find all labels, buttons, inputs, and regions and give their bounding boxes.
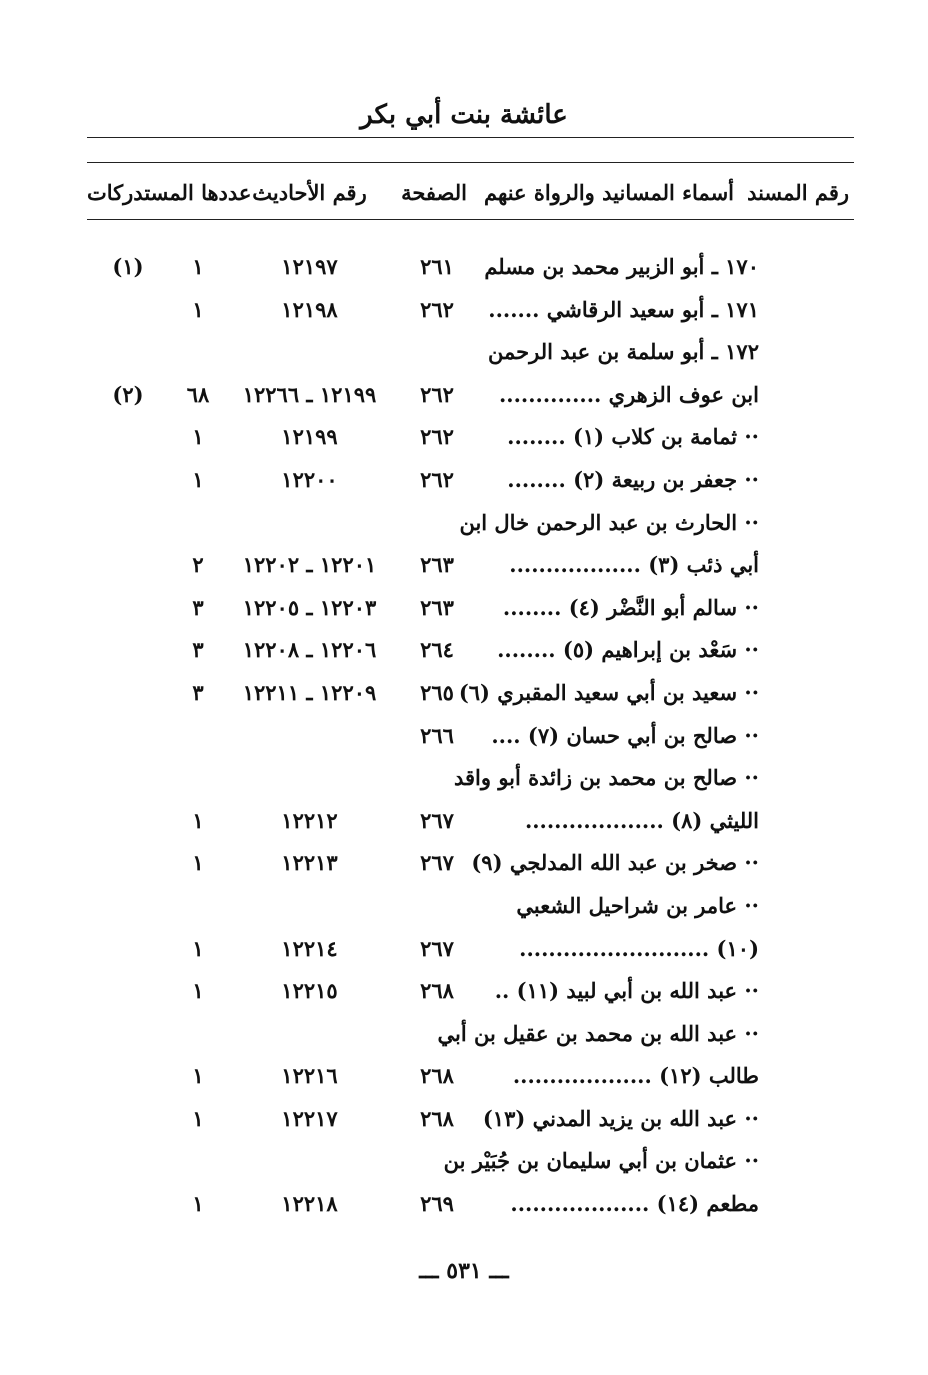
row-page: ٢٦٤	[420, 637, 454, 663]
row-hadith-numbers: ١٢١٩٧	[281, 254, 338, 279]
row-hadith-numbers: ١٢١٩٩	[281, 424, 338, 450]
row-page: ٢٦٧	[420, 850, 454, 876]
row-name: ·· عبد الله بن أبي لبيد (١١) ..	[494, 978, 759, 1004]
table-row	[87, 1021, 854, 1064]
header-count-mustadrak: عددها المستدركات	[87, 180, 252, 205]
row-page: ٢٦٥	[420, 679, 454, 705]
table-row	[87, 936, 854, 979]
row-page: ٢٦٣	[420, 552, 454, 578]
row-count: ١	[192, 424, 204, 450]
row-mustadrak: (١)	[112, 254, 144, 279]
row-name: ·· صالح بن أبي حسان (٧) ....	[491, 722, 759, 748]
row-name: ·· سَعْد بن إبراهيم (٥) ........	[497, 637, 759, 663]
row-hadith-numbers: ١٢١٩٨	[281, 296, 338, 322]
row-name: (١٠) ..........................	[519, 935, 759, 961]
row-hadith-numbers: ١٢٢١٢	[281, 807, 338, 833]
row-hadith-numbers: ١٢٢١٦	[281, 1063, 338, 1089]
table-row	[87, 978, 854, 1021]
row-name: مطعم (١٤) ...................	[510, 1191, 759, 1217]
header-hadith-numbers: رقم الأحاديث	[252, 180, 367, 205]
row-hadith-numbers: ١٢٢١٧	[281, 1105, 338, 1131]
row-hadith-numbers: ١٢٢٠١ ـ ١٢٢٠٢	[242, 552, 377, 578]
row-name: ·· الحارث بن عبد الرحمن خال ابن	[459, 509, 759, 535]
table-row	[87, 1148, 854, 1191]
row-name: أبي ذئب (٣) ..................	[509, 552, 759, 578]
row-page: ٢٦٨	[420, 1105, 454, 1131]
row-name: ·· سعيد بن أبي سعيد المقبري (٦)	[458, 679, 759, 705]
row-name: ١٧١ ـ أبو سعيد الرقاشي .......	[488, 296, 759, 322]
table-row	[87, 850, 854, 893]
row-name: ·· عبد الله بن يزيد المدني (١٣)	[482, 1105, 759, 1131]
page-number: ـــ ٥٣١ ـــ	[419, 1258, 509, 1284]
row-count: ٣	[192, 637, 204, 663]
table-row	[87, 1191, 854, 1234]
header-top-rule	[87, 162, 854, 163]
header-page: الصفحة	[401, 180, 467, 205]
table-row	[87, 680, 854, 723]
row-mustadrak: (٢)	[112, 381, 144, 407]
row-count: ١	[192, 935, 204, 961]
row-page: ٢٦٢	[420, 424, 454, 450]
row-count: ٦٨	[186, 381, 210, 407]
table-row	[87, 1106, 854, 1149]
table-row	[87, 254, 854, 297]
row-name: ابن عوف الزهري ..............	[498, 381, 759, 407]
table-row	[87, 382, 854, 425]
row-name: ١٧٠ ـ أبو الزبير محمد بن مسلم	[484, 254, 759, 279]
row-hadith-numbers: ١٢٢٠٠	[281, 466, 338, 492]
table-row	[87, 339, 854, 382]
row-page: ٢٦١	[420, 254, 454, 279]
row-name: ·· جعفر بن ربيعة (٢) ........	[507, 466, 759, 492]
running-title: عائشة بنت أبي بكر	[360, 100, 568, 130]
table-row	[87, 765, 854, 808]
table-row	[87, 424, 854, 467]
row-page: ٢٦٧	[420, 935, 454, 961]
row-count: ٣	[192, 679, 204, 705]
row-page: ٢٦٩	[420, 1191, 454, 1217]
row-hadith-numbers: ١٢٢٠٣ ـ ١٢٢٠٥	[242, 594, 377, 620]
row-hadith-numbers: ١٢٢١٣	[281, 850, 338, 876]
table-row	[87, 297, 854, 340]
row-hadith-numbers: ١٢٢١٥	[281, 978, 338, 1004]
row-name: ·· ثمامة بن كلاب (١) ........	[507, 424, 759, 450]
table-row	[87, 595, 854, 638]
row-count: ١	[192, 850, 204, 876]
row-count: ١	[192, 807, 204, 833]
table-row	[87, 1063, 854, 1106]
row-name: الليثي (٨) ...................	[524, 807, 759, 833]
row-hadith-numbers: ١٢٢٠٦ ـ ١٢٢٠٨	[242, 637, 377, 663]
row-page: ٢٦٨	[420, 1063, 454, 1089]
table-row	[87, 723, 854, 766]
row-page: ٢٦٦	[420, 722, 454, 748]
row-count: ١	[192, 1191, 204, 1217]
row-name: ·· عامر بن شراحيل الشعبي	[516, 892, 759, 918]
table-header	[87, 180, 854, 214]
row-page: ٢٦٨	[420, 978, 454, 1004]
row-page: ٢٦٢	[420, 466, 454, 492]
table-row	[87, 467, 854, 510]
row-page: ٢٦٣	[420, 594, 454, 620]
row-hadith-numbers: ١٢٢١٤	[281, 935, 338, 961]
index-table	[87, 254, 854, 1234]
table-row	[87, 510, 854, 553]
table-row	[87, 893, 854, 936]
row-name: ·· صالح بن محمد بن زائدة أبو واقد	[453, 765, 759, 791]
row-page: ٢٦٧	[420, 807, 454, 833]
header-musnad-number: رقم المسند	[747, 180, 849, 205]
row-page: ٢٦٢	[420, 296, 454, 322]
row-hadith-numbers: ١٢٢١٨	[281, 1191, 338, 1217]
row-name: ·· صخر بن عبد الله المدلجي (٩)	[471, 850, 759, 876]
row-name: طالب (١٢) ...................	[512, 1063, 759, 1089]
row-count: ١	[192, 254, 204, 279]
row-page: ٢٦٢	[420, 381, 454, 407]
table-row	[87, 637, 854, 680]
header-names: أسماء المسانيد والرواة عنهم	[484, 180, 734, 205]
row-count: ٣	[192, 594, 204, 620]
row-count: ٢	[192, 552, 204, 578]
row-name: ١٧٢ ـ أبو سلمة بن عبد الرحمن	[488, 339, 759, 365]
row-name: ·· عثمان بن أبي سليمان بن جُبَيْر بن	[443, 1148, 759, 1174]
row-count: ١	[192, 1105, 204, 1131]
row-count: ١	[192, 466, 204, 492]
row-hadith-numbers: ١٢٢٠٩ ـ ١٢٢١١	[242, 679, 377, 705]
table-row	[87, 808, 854, 851]
row-name: ·· سالم أبو النَّضْر (٤) ........	[502, 594, 759, 620]
row-hadith-numbers: ١٢١٩٩ ـ ١٢٢٦٦	[242, 381, 377, 407]
row-count: ١	[192, 978, 204, 1004]
header-bottom-rule	[87, 219, 854, 220]
row-count: ١	[192, 1063, 204, 1089]
row-count: ١	[192, 296, 204, 322]
row-name: ·· عبد الله بن محمد بن عقيل بن أبي	[437, 1020, 759, 1046]
title-rule	[87, 137, 854, 138]
table-row	[87, 552, 854, 595]
